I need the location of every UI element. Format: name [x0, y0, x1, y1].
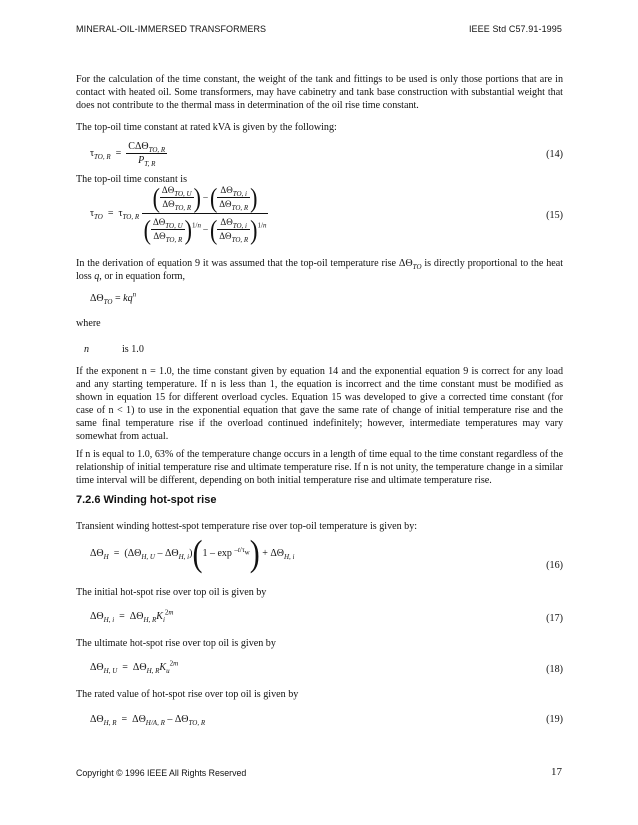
paragraph-exponent-n: If the exponent n = 1.0, the time constant given by equation 14 and the exponential equation 9 is correct for any load and any starting temperature. If n is less than 1, the equation is incorrect and the time constant must be modified as shown in equation 15 for different overload cycles. Equation 15 was developed to give a corrected time constant (for case of n < 1) to use in the exponential equation that gave the same rate of change of initial temperature rise and the same final temperature rise if the overload continued indefinitely; however, intermediate temperatures may vary somewhat from actual. — [76, 366, 563, 443]
paragraph-ultimate-hotspot: The ultimate hot-spot rise over top oil is given by — [76, 638, 276, 649]
running-header-title: MINERAL-OIL-IMMERSED TRANSFORMERS — [76, 24, 267, 34]
definition-n-value: is 1.0 — [122, 344, 144, 355]
equation-number-15: (15) — [546, 210, 563, 221]
paragraph-transient-hotspot: Transient winding hottest-spot temperature rise over top-oil temperature is given by: — [76, 521, 418, 532]
definition-n-symbol — [84, 343, 89, 356]
paragraph-derivation-text-a: In the derivation of equation 9 it was assumed that the top-oil temperature rise — [76, 258, 399, 269]
equation-16: $\Delta\Theta_H = (\Delta\Theta_{H, U} - \Delta\Theta_{H, i})(1 - \exp ^{-t/\tau_w}) + \Delta\Theta_{H, i}$ — [90, 533, 295, 575]
where-label: where — [76, 318, 101, 329]
equation-18: $\Delta\Theta_{H, U} = \Delta\Theta_{H, R}K_u^{2m}$ — [90, 659, 179, 675]
paragraph-time-constant-weight: For the calculation of the time constant, the weight of the tank and fittings to be used is only those portions that are in contact with heated oil. Some transformers, may have cabinetry and tank base construction with substantial weight that does not contribute to the thermal mass in determination of the oil rise time constant. — [76, 74, 563, 112]
paragraph-derivation-text-c: , or in equation form, — [99, 271, 186, 283]
equation-number-14: (14) — [546, 149, 563, 160]
paragraph-derivation-text-b: is directly proportional to the heat loss — [76, 258, 564, 283]
paragraph-derivation-eq9: In the derivation of equation 9 it was assumed that the top-oil temperature rise $\Delta\Theta_{TO}$ is directly proportional to the heat loss q, or in equation form, — [76, 258, 564, 283]
equation-number-19: (19) — [546, 714, 563, 725]
footer-copyright: Copyright © 1996 IEEE All Rights Reserved — [76, 768, 247, 778]
equation-19: $\Delta\Theta_{H, R} = \Delta\Theta_{H/A, R} - \Delta\Theta_{TO, R}$ — [90, 714, 206, 727]
equation-17: $\Delta\Theta_{H, i} = \Delta\Theta_{H, R}K_i^{2m}$ — [90, 608, 174, 624]
equation-15: $\tau_{TO} = \tau_{TO, R}$ ( $\frac{\Delta\Theta_{TO, U}}{\Delta\Theta_{TO, R}}$ ) – ( $\frac{\Delta\Theta_{TO, i}}{\Delta\Theta_{TO, R}}$ ) ( $\frac{\Delta\Theta_{TO, U}}{\Delta\Theta_{TO, R}}$ )$^{1/n}$ – ( $\frac{\Delta\Theta_{TO, i}}{\Delta\Theta_{TO, R}}$ )$^{1/n}$ — [90, 181, 267, 246]
equation-number-18: (18) — [546, 664, 563, 675]
paragraph-top-oil-constant: The top-oil time constant is — [76, 174, 188, 185]
paragraph-sixty-three-percent: If n is equal to 1.0, 63% of the temperature change occurs in a length of time equal to the time constant regardless of the relationship of initial temperature rise and ultimate temperature rise. If n is not unity, the temperature change in a similar time interval will be different, depending on both initial temperature rise and ultimate temperature rise. — [76, 449, 563, 487]
paragraph-initial-hotspot: The initial hot-spot rise over top oil is given by — [76, 587, 267, 598]
definition-n-italic: n — [84, 344, 90, 355]
paragraph-top-oil-rated: The top-oil time constant at rated kVA is given by the following: — [76, 122, 337, 133]
equation-number-17: (17) — [546, 613, 563, 624]
equation-proportional-rise: $\Delta\Theta_{TO} = kq^n$ — [90, 290, 137, 306]
page-body — [76, 0, 563, 825]
equation-number-16: (16) — [546, 560, 563, 571]
equation-14: $\tau_{TO, R}$ = $\frac{C\Delta\Theta_{TO, R}}{P_{T, R}}$ — [90, 141, 166, 169]
running-header-standard: IEEE Std C57.91-1995 — [468, 24, 562, 34]
section-heading-7-2-6: 7.2.6 Winding hot-spot rise — [76, 494, 217, 506]
page-number: 17 — [551, 766, 562, 778]
paragraph-rated-hotspot: The rated value of hot-spot rise over top oil is given by — [76, 689, 299, 700]
